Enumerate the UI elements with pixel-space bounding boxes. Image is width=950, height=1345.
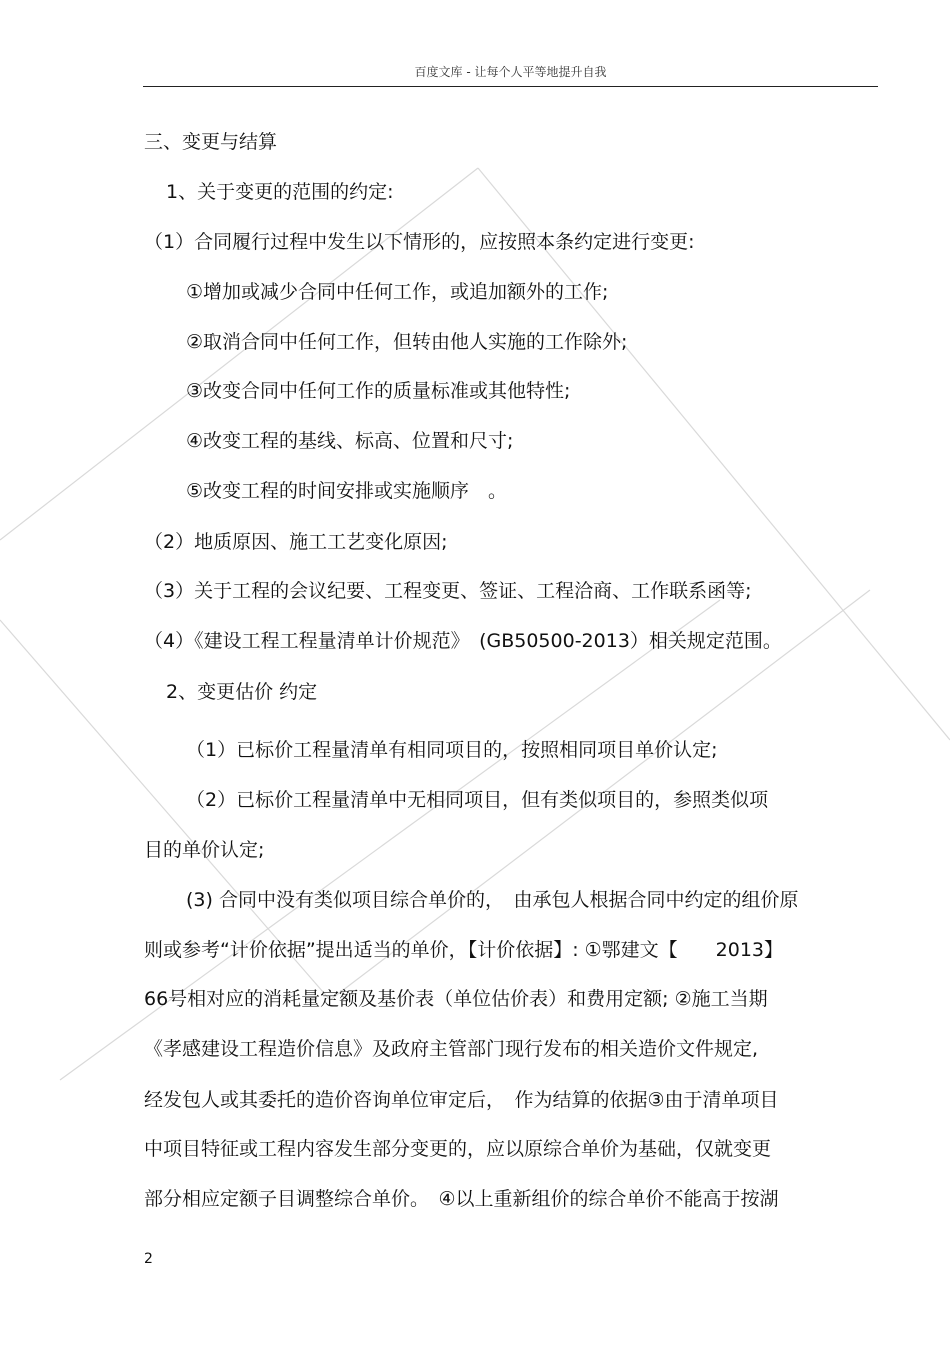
paragraph-line: （2）地质原因、施工工艺变化原因; — [144, 531, 448, 553]
list-item: ①增加或减少合同中任何工作，或追加额外的工作; — [186, 281, 609, 303]
page-header: 百度文库 - 让每个人平等地提升自我 — [143, 58, 878, 87]
paragraph-line: 部分相应定额子目调整综合单价。 ④以上重新组价的综合单价不能高于按湖 — [144, 1188, 779, 1210]
paragraph-line: (3) 合同中没有类似项目综合单价的， 由承包人根据合同中约定的组价原 — [186, 889, 799, 911]
paragraph-line: 66号相对应的消耗量定额及基价表（单位估价表）和费用定额; ②施工当期 — [144, 988, 768, 1010]
list-item: ③改变合同中任何工作的质量标准或其他特性; — [186, 380, 571, 402]
paragraph-line: 《孝感建设工程造价信息》及政府主管部门现行发布的相关造价文件规定, — [144, 1038, 759, 1060]
subsection-heading: 2、变更估价 约定 — [166, 681, 318, 703]
list-item: ②取消合同中任何工作，但转由他人实施的工作除外; — [186, 331, 628, 353]
paragraph-line: （3）关于工程的会议纪要、工程变更、签证、工程洽商、工作联系函等; — [144, 580, 752, 602]
section-title: 三、变更与结算 — [144, 131, 278, 153]
page-number: 2 — [144, 1251, 153, 1267]
paragraph-line: 则或参考“计价依据”提出适当的单价，【计价依据】: ①鄂建文【 2013】 — [144, 939, 784, 961]
list-item: ④改变工程的基线、标高、位置和尺寸; — [186, 430, 514, 452]
subsection-heading: 1、关于变更的范围的约定: — [166, 181, 394, 203]
paragraph-line: 中项目特征或工程内容发生部分变更的，应以原综合单价为基础，仅就变更 — [144, 1138, 772, 1160]
paragraph-line: 经发包人或其委托的造价咨询单位审定后， 作为结算的依据③由于清单项目 — [144, 1089, 779, 1111]
paragraph-line: （1）合同履行过程中发生以下情形的，应按照本条约定进行变更: — [144, 231, 695, 253]
paragraph-line: 目的单价认定; — [144, 839, 265, 861]
list-item: ⑤改变工程的时间安排或实施顺序 。 — [186, 480, 508, 502]
paragraph-line: （4）《建设工程工程量清单计价规范》 (GB50500-2013）相关规定范围。 — [144, 630, 782, 652]
paragraph-line: （2）已标价工程量清单中无相同项目，但有类似项目的，参照类似项 — [186, 789, 769, 811]
paragraph-line: （1）已标价工程量清单有相同项目的，按照相同项目单价认定; — [186, 739, 718, 761]
